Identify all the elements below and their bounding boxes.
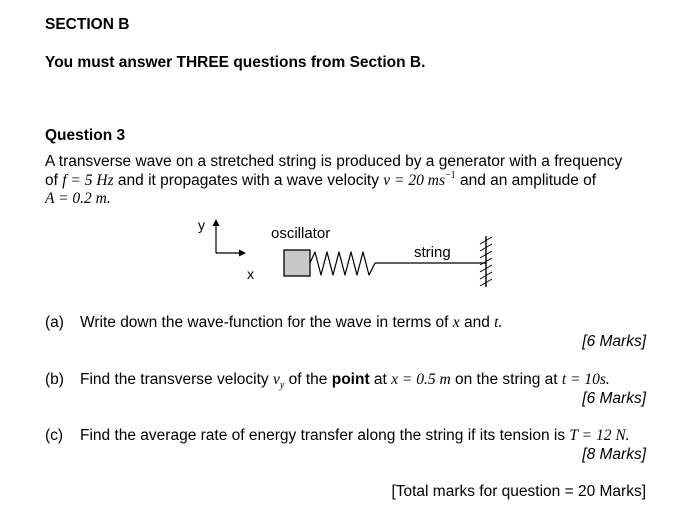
- axes-icon: [213, 219, 247, 257]
- var-t: t.: [494, 314, 503, 331]
- part-a-text-1: Write down the wave-function for the wave in terms of: [80, 314, 453, 331]
- tension-equation: T = 12 N.: [569, 427, 630, 444]
- question-title: Question 3: [45, 127, 126, 144]
- instruction: You must answer THREE questions from Section B.: [45, 54, 426, 71]
- intro-line-1: A transverse wave on a stretched string is produced by a generator with a frequency: [45, 153, 623, 170]
- part-b-bold-word: point: [331, 371, 370, 388]
- oscillator-label: oscillator: [271, 225, 331, 242]
- wave-curve: [310, 252, 375, 275]
- vy-subscript: y: [279, 380, 285, 392]
- part-b-label: (b): [45, 371, 64, 388]
- part-c-text: [80, 427, 630, 445]
- section-title: SECTION B: [45, 16, 130, 33]
- frequency-equation: f = 5 Hz: [62, 172, 114, 189]
- wave-figure: [190, 212, 520, 292]
- vy-symbol: v: [272, 371, 280, 388]
- part-a-text-2: and: [459, 314, 495, 331]
- part-b-text-1: Find the transverse velocity: [80, 371, 273, 388]
- velocity-exponent: −1: [445, 169, 456, 181]
- x-axis-label: x: [247, 266, 254, 282]
- oscillator-box: [284, 250, 310, 276]
- velocity-equation: v = 20 ms: [383, 172, 445, 189]
- var-x: x: [452, 314, 460, 331]
- part-b-marks: [6 Marks]: [582, 390, 646, 407]
- part-b-text: [80, 371, 610, 392]
- part-c-label: (c): [45, 427, 64, 444]
- fixed-wall-icon: [480, 236, 492, 287]
- part-a-marks: [6 Marks]: [582, 333, 646, 350]
- position-equation: x = 0.5 m: [391, 371, 451, 388]
- part-b-text-2: of the: [284, 371, 332, 388]
- y-axis-label: y: [198, 217, 205, 233]
- part-a-label: (a): [45, 314, 64, 331]
- total-marks: [Total marks for question = 20 Marks]: [391, 483, 646, 500]
- string-label: string: [414, 244, 451, 261]
- time-equation: t = 10s.: [561, 371, 610, 388]
- intro-text: and it propagates with a wave velocity: [113, 172, 384, 189]
- part-b-text-4: on the string at: [450, 371, 562, 388]
- intro-line-2: [45, 169, 597, 190]
- amplitude-equation: A = 0.2 m.: [45, 190, 111, 207]
- intro-text: of: [45, 172, 63, 189]
- intro-text: and an amplitude of: [455, 172, 597, 189]
- part-c-text-1: Find the average rate of energy transfer along the string if its tension is: [80, 427, 570, 444]
- part-a-text: [80, 314, 502, 332]
- part-c-marks: [8 Marks]: [582, 446, 646, 463]
- part-b-text-3: at: [369, 371, 392, 388]
